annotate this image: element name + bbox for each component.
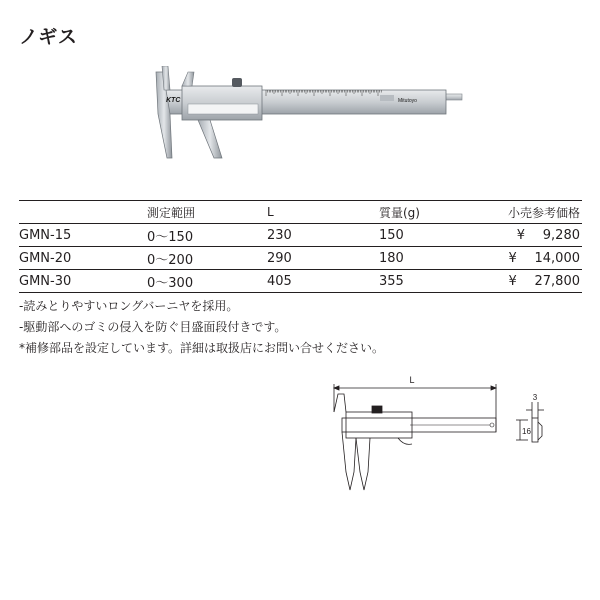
cell-price: 9,280 (542, 227, 580, 243)
table-header-row (19, 201, 582, 224)
currency-symbol: ¥ (508, 250, 517, 266)
cell-mass: 355 (379, 270, 487, 293)
page-title: ノギス (19, 26, 78, 48)
header-model (19, 201, 147, 224)
note-item: -駆動部へのゴミの侵入を防ぐ目盛面段付きです。 (19, 320, 287, 334)
currency-symbol: ¥ (516, 227, 526, 243)
table-row (19, 270, 582, 293)
table-row (19, 247, 582, 270)
cell-length: 290 (267, 247, 379, 270)
cell-model: GMN-20 (19, 247, 147, 270)
cell-length: 405 (267, 270, 379, 293)
cell-mass: 180 (379, 247, 487, 270)
label-l: L (409, 375, 415, 385)
note-item: *補修部品を設定しています。詳細は取扱店にお問い合せください。 (19, 341, 385, 355)
cell-range: 0〜150 (147, 224, 267, 247)
dimension-drawing (320, 372, 560, 492)
label-height: 16 (522, 427, 531, 436)
cell-length: 230 (267, 224, 379, 247)
cell-price: 27,800 (534, 273, 580, 289)
notes (19, 296, 384, 359)
cell-range: 0〜300 (147, 270, 267, 293)
header-price: 小売参考価格 (487, 201, 582, 224)
header-range: 測定範囲 (147, 201, 267, 224)
table-row (19, 224, 582, 247)
cell-model: GMN-30 (19, 270, 147, 293)
currency-symbol: ¥ (508, 273, 517, 289)
cell-price: 14,000 (534, 250, 580, 266)
note-item: -読みとりやすいロングバーニヤを採用。 (19, 299, 239, 313)
header-mass: 質量(g) (379, 201, 487, 224)
label-thickness: 3 (532, 393, 538, 402)
header-length: L (267, 201, 379, 224)
caliper-photo (148, 66, 470, 168)
cell-mass: 150 (379, 224, 487, 247)
cell-range: 0〜200 (147, 247, 267, 270)
cell-model: GMN-15 (19, 224, 147, 247)
spec-table (19, 200, 582, 293)
maker-label: Mitutoyo (398, 98, 417, 104)
brand-label: KTC (166, 97, 181, 104)
